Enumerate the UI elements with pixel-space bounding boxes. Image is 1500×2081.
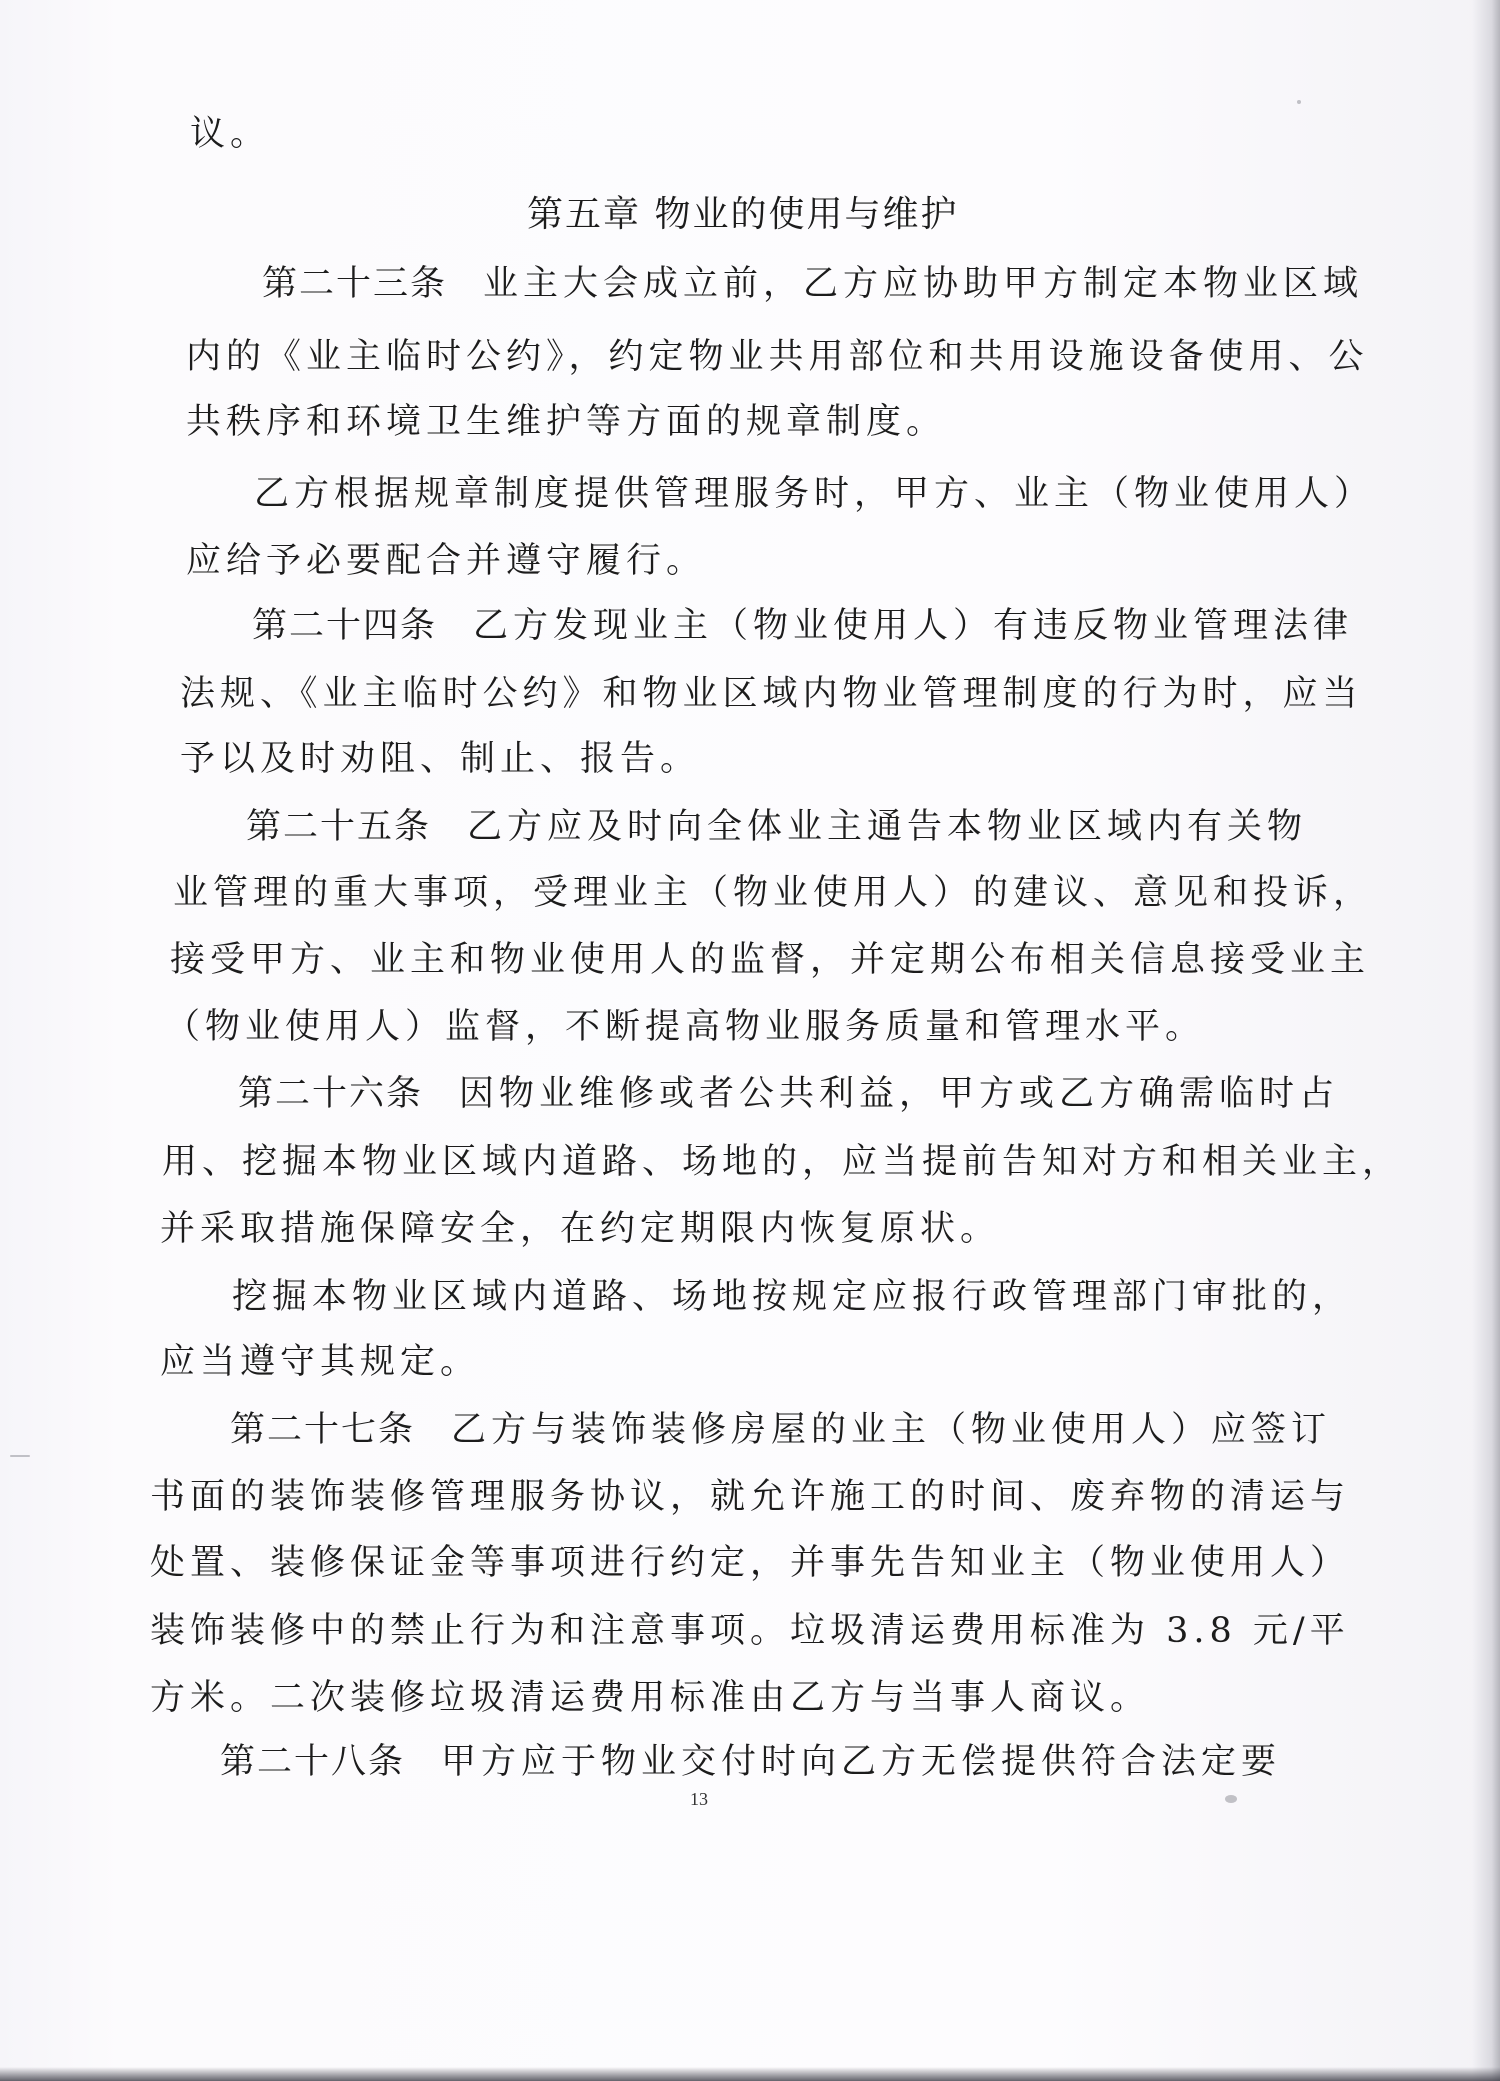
text-segment: 业主大会成立前，乙方应协助甲方制定本物业区域 [483, 264, 1364, 304]
article-25-number: 第二十五条 [246, 807, 432, 847]
text-line: 予以及时劝阻、制止、报告。 [180, 739, 701, 779]
article-24-number: 第二十四条 [252, 606, 438, 646]
page-number: 13 [690, 1789, 708, 1809]
article-26-first-line [238, 1072, 1339, 1116]
text-line: 书面的装饰装修管理服务协议，就允许施工的时间、废弃物的清运与 [150, 1477, 1351, 1517]
text-line: 用、挖掘本物业区域内道路、场地的，应当提前告知对方和相关业主， [162, 1142, 1403, 1182]
text-line: 内的《业主临时公约》，约定物业共用部位和共用设施设备使用、公 [186, 337, 1369, 377]
article-26-number: 第二十六条 [238, 1074, 424, 1114]
text-line: 共秩序和环境卫生维护等方面的规章制度。 [186, 402, 947, 442]
text-segment: 因物业维修或者公共利益，甲方或乙方确需临时占 [459, 1074, 1340, 1114]
article-23-first-line [262, 262, 1363, 306]
text-line: 议。 [190, 114, 271, 154]
text-line: 方米。二次装修垃圾清运费用标准由乙方与当事人商议。 [150, 1678, 1151, 1718]
article-28-number: 第二十八条 [220, 1742, 406, 1782]
text-line: 并采取措施保障安全，在约定期限内恢复原状。 [160, 1209, 1001, 1249]
text-line: 接受甲方、业主和物业使用人的监督，并定期公布相关信息接受业主 [170, 940, 1371, 980]
text-line: 业管理的重大事项，受理业主（物业使用人）的建议、意见和投诉， [173, 873, 1374, 913]
article-27-first-line [230, 1408, 1331, 1452]
article-23-number: 第二十三条 [262, 264, 448, 304]
text-segment: 乙方与装饰装修房屋的业主（物业使用人）应签订 [451, 1410, 1332, 1450]
article-27-number: 第二十七条 [230, 1410, 416, 1450]
article-24-first-line [252, 604, 1353, 648]
text-line: （物业使用人）监督，不断提高物业服务质量和管理水平。 [165, 1007, 1206, 1047]
article-28-first-line [220, 1740, 1281, 1784]
text-line: 法规、《业主临时公约》和物业区域内物业管理制度的行为时，应当 [180, 674, 1363, 714]
text-line: 装饰装修中的禁止行为和注意事项。垃圾清运费用标准为 3.8 元/平 [150, 1611, 1350, 1651]
text-segment: 乙方应及时向全体业主通告本物业区域内有关物 [467, 807, 1308, 847]
chapter-heading: 第五章 物业的使用与维护 [527, 194, 959, 235]
text-line: 应当遵守其规定。 [160, 1342, 481, 1382]
text-line: 乙方根据规章制度提供管理服务时，甲方、业主（物业使用人） [254, 474, 1375, 514]
scan-speck [1297, 100, 1301, 104]
text-segment: 甲方应于物业交付时向乙方无偿提供符合法定要 [441, 1742, 1282, 1782]
page-edge-shadow [1472, 0, 1500, 2081]
text-segment: 乙方发现业主（物业使用人）有违反物业管理法律 [473, 606, 1354, 646]
scan-speck [10, 1455, 30, 1457]
text-line: 应给予必要配合并遵守履行。 [186, 541, 707, 581]
page-bottom-edge [0, 2067, 1500, 2081]
text-line: 挖掘本物业区域内道路、场地按规定应报行政管理部门审批的， [232, 1277, 1353, 1317]
text-line: 处置、装修保证金等事项进行约定，并事先告知业主（物业使用人） [150, 1543, 1351, 1583]
scan-speck [1225, 1795, 1237, 1803]
article-25-first-line [246, 805, 1307, 849]
